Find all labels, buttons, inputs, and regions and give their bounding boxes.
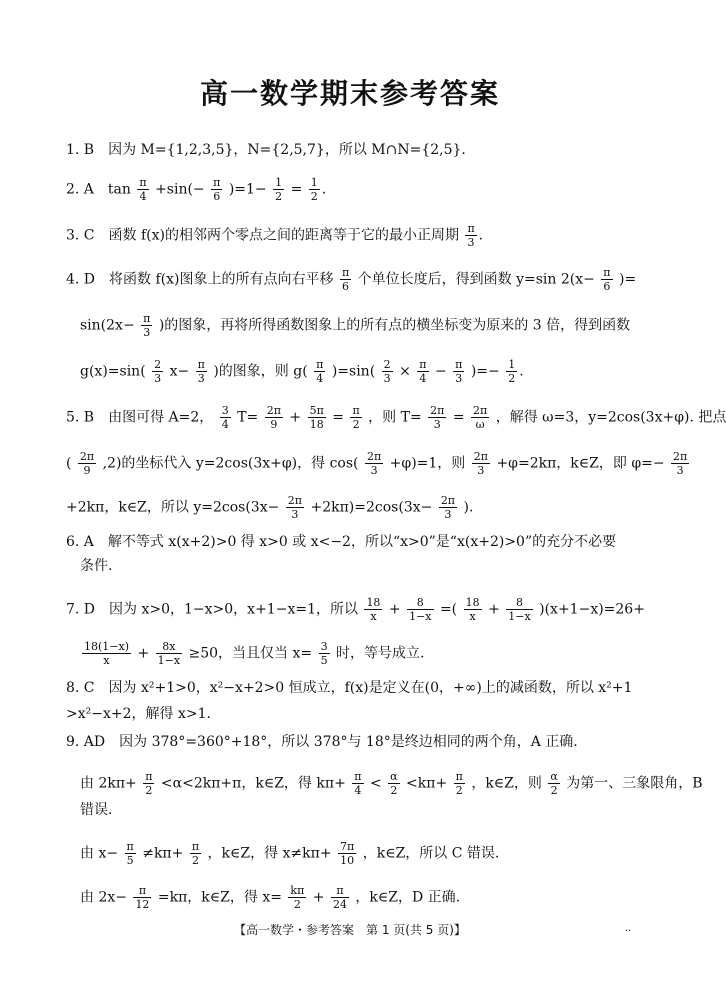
fraction: $\frac{8}{1-x}$ [409, 596, 432, 623]
fraction: $\frac{2\pi}{9}$ [79, 450, 95, 477]
text: − [434, 363, 447, 380]
answer-9-line1: 9. AD 因为 378°=360°+18°，所以 378°与 18°是终边相同的两个角，A 正确. [66, 734, 578, 750]
text: 为第一、三象限角，B [566, 775, 703, 792]
answer-4-line2 [80, 312, 640, 339]
text: 5. B 由图可得 A=2， [66, 409, 214, 426]
text: ( [66, 455, 72, 472]
fraction: $\frac{2}{3}$ [383, 358, 391, 385]
fraction: $\frac{18}{x}$ [366, 596, 381, 623]
fraction: $\frac{\pi}{2}$ [191, 840, 200, 867]
text: +φ)=1，则 [389, 455, 466, 472]
text: < [369, 775, 382, 792]
answer-5-line1 [66, 404, 726, 431]
text: 7. D 因为 x>0，1−x>0，x+1−x=1，所以 [66, 601, 358, 618]
fraction: $\frac{2\pi}{3}$ [430, 404, 445, 431]
page-footer: 【高一数学・参考答案 第 1 页(共 5 页)】 [234, 923, 466, 937]
fraction: $\frac{2\pi}{3}$ [440, 494, 456, 521]
answer-8-line2: >x²−x+2，解得 x>1. [66, 706, 211, 722]
text: = [452, 409, 465, 426]
text: 时，等号成立. [336, 645, 425, 662]
text: )=− [470, 363, 500, 380]
fraction: $\frac{\pi}{6}$ [213, 176, 221, 203]
text: )=sin( [331, 363, 376, 380]
text: =( [439, 601, 458, 618]
text: 3. C 函数 f(x)的相邻两个零点之间的距离等于它的最小正周期 [66, 227, 459, 244]
text: 4. D 将函数 f(x)图象上的所有点向右平移 [66, 271, 334, 288]
answer-8-line1: 8. C 因为 x²+1>0，x²−x+2>0 恒成立，f(x)是定义在(0，+∞)上的减函数，所以 x²+1 [66, 680, 633, 696]
fraction: $\frac{2\pi}{3}$ [473, 450, 488, 477]
fraction: $\frac{\pi}{2}$ [455, 770, 463, 797]
text: ，k∈Z，D 正确. [355, 889, 461, 906]
answer-7-line1 [66, 596, 645, 623]
text: sin(2x− [80, 317, 135, 334]
text: ，k∈Z，得 x≠kπ+ [207, 845, 332, 862]
answer-2: 2. A tan $\frac{\pi}{4}$ +sin(− $\frac{\pi}{6}$ )=1− $\frac{1}{2}$ = $\frac{1}{2}$ . [66, 176, 327, 203]
text: )的图象，则 g( [213, 363, 308, 380]
text: +φ=2kπ，k∈Z，即 φ=− [496, 455, 665, 472]
text: + [289, 409, 302, 426]
fraction: $\frac{2\pi}{9}$ [266, 404, 281, 431]
fraction: $\frac{2\pi}{\omega}$ [473, 404, 488, 431]
fraction: $\frac{\pi}{4}$ [354, 770, 362, 797]
answer-9-line3: 错误. [80, 802, 113, 818]
fraction: $\frac{\pi}{3}$ [197, 358, 205, 385]
text: × [399, 363, 411, 380]
fraction: $\frac{2\pi}{3}$ [673, 450, 688, 477]
text: +2kπ)=2cos(3x− [310, 499, 433, 516]
text: 由 x− [80, 845, 119, 862]
answer-6-line1: 6. A 解不等式 x(x+2)>0 得 x>0 或 x<−2，所以“x>0”是“x(x+2)>0”的充分不必要 [66, 534, 617, 550]
answer-5-line3 [66, 494, 640, 521]
fraction: $\frac{8}{1-x}$ [508, 596, 531, 623]
page-title: 高一数学期末参考答案 [199, 77, 500, 110]
fraction: $\frac{1}{2}$ [508, 358, 516, 385]
fraction: $\frac{\pi}{12}$ [135, 884, 150, 911]
fraction: $\frac{\pi}{24}$ [332, 884, 347, 911]
fraction: $\frac{2}{3}$ [154, 358, 162, 385]
answer-4-line3: g(x)=sin( $\frac{2}{3}$ x− $\frac{\pi}{3}$ )的图象，则 g( $\frac{\pi}{4}$ )=sin( $\frac{2}{3}$ × $\frac{\pi}{4}$ − $\frac{\pi}{3}$ )=− $\frac{1}{2}$ . [80, 358, 524, 385]
text: ). [463, 499, 474, 516]
answer-4-line1 [66, 266, 640, 293]
fraction: $\frac{\pi}{3}$ [143, 312, 151, 339]
text: = [332, 409, 345, 426]
fraction: $\frac{\pi}{6}$ [603, 266, 611, 293]
fraction: $\frac{\pi}{2}$ [352, 404, 360, 431]
text: ，解得 ω=3，y=2cos(3x+φ). 把点 [495, 409, 726, 426]
fraction: $\frac{\pi}{4}$ [316, 358, 324, 385]
text: ,2)的坐标代入 y=2cos(3x+φ)，得 cos( [102, 455, 359, 472]
text: ，k∈Z，则 [471, 775, 542, 792]
text: =kπ，k∈Z，得 x= [157, 889, 282, 906]
fraction: $\frac{\pi}{4}$ [139, 176, 147, 203]
fraction: $\frac{1}{2}$ [275, 176, 283, 203]
fraction: $\frac{8x}{1-x}$ [157, 640, 181, 667]
text: x− [169, 363, 190, 380]
fraction: $\frac{2\pi}{3}$ [366, 450, 382, 477]
text: + [488, 601, 500, 618]
answer-9-line2 [80, 770, 703, 797]
answer-6-line2: 条件. [80, 558, 113, 574]
answer-3: 3. C 函数 f(x)的相邻两个零点之间的距离等于它的最小正周期 $\frac{\pi}{3}$ . [66, 222, 484, 249]
text: 由 2x− [80, 889, 127, 906]
text: <α<2kπ+π，k∈Z，得 kπ+ [160, 775, 346, 792]
fraction: $\frac{\alpha}{2}$ [390, 770, 398, 797]
fraction: $\frac{\pi}{3}$ [455, 358, 463, 385]
fraction: $\frac{\pi}{5}$ [126, 840, 134, 867]
fraction: $\frac{\pi}{3}$ [467, 222, 475, 249]
fraction: $\frac{3}{5}$ [320, 640, 328, 667]
text: )=1− [228, 181, 267, 198]
text: 2. A tan [66, 181, 131, 198]
text: 由 2kπ+ [80, 775, 137, 792]
text: + [312, 889, 325, 906]
fraction: $\frac{7\pi}{10}$ [340, 840, 355, 867]
text: g(x)=sin( [80, 363, 146, 380]
text: + [137, 645, 150, 662]
fraction: $\frac{18(1-x)}{x}$ [84, 640, 129, 667]
text: T= [237, 409, 259, 426]
text: <kπ+ [406, 775, 448, 792]
text: )的图象，再将所得函数图象上的所有点的横坐标变为原来的 3 倍，得到函数 [158, 317, 631, 334]
fraction: $\frac{\pi}{4}$ [419, 358, 427, 385]
fraction: $\frac{k\pi}{2}$ [290, 884, 305, 911]
answer-7-line2 [80, 640, 640, 667]
text: ≥50，当且仅当 x= [188, 645, 313, 662]
answer-9-line5 [80, 884, 640, 911]
fraction: $\frac{3}{4}$ [221, 404, 229, 431]
text: + [388, 601, 401, 618]
answer-5-line2 [66, 450, 688, 477]
fraction: $\frac{5\pi}{18}$ [309, 404, 324, 431]
text: = [290, 181, 303, 198]
fraction: $\frac{18}{x}$ [465, 596, 480, 623]
text: ，k∈Z，所以 C 错误. [362, 845, 500, 862]
fraction: $\frac{\alpha}{2}$ [550, 770, 558, 797]
text: 个单位长度后，得到函数 y=sin 2(x− [357, 271, 595, 288]
text: ≠kπ+ [142, 845, 184, 862]
answer-9-line4 [80, 840, 640, 867]
fraction: $\frac{\pi}{6}$ [341, 266, 350, 293]
text: +2kπ，k∈Z，所以 y=2cos(3x− [66, 499, 280, 516]
fraction: $\frac{1}{2}$ [310, 176, 318, 203]
text: +sin(− [155, 181, 205, 198]
text: ，则 T= [368, 409, 422, 426]
fraction: $\frac{\pi}{2}$ [145, 770, 153, 797]
answer-1: 1. B 因为 M={1,2,3,5}，N={2,5,7}，所以 M∩N={2,5}. [66, 142, 466, 158]
text: )(x+1−x)=26+ [539, 601, 645, 618]
corner-mark: ·· [625, 926, 632, 937]
text: )= [618, 271, 637, 288]
fraction: $\frac{2\pi}{3}$ [287, 494, 303, 521]
